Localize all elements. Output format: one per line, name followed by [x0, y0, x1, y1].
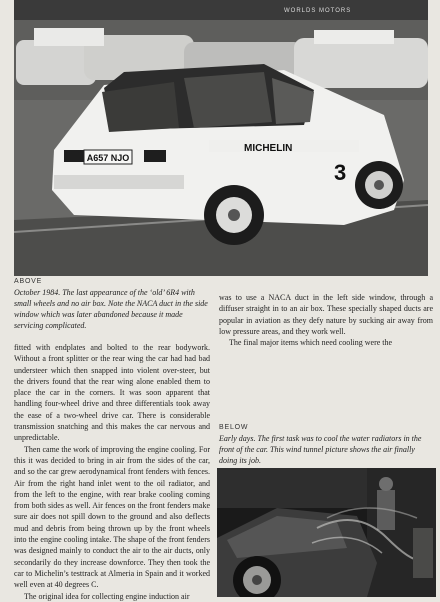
- left-paragraph-2: Then came the work of improving the engine cooling. For this it was decided to bring in air from the sides of the car, and so the car grew aerodynamical front fenders with fences. Air from the right hand inlet went to the oil radiator, and from the left to the engine, with rear brake cooling coming from both sides as well. Air fences on the front fenders make sure air does not spill down to the ground and also deflects mud and debris from being thrown up by the front wheels into the engine cooling intake. The shape of the front fenders was designed mainly to conduct the air to the air ducts, only secondarily do they increase downforce. They then took the car to Michelin’s testtrack at Almeria in Spain and it worked well even at 40 degrees C.: [14, 444, 210, 590]
- caption-label-below: BELOW: [219, 424, 249, 431]
- left-paragraph-1: fitted with endplates and bolted to the rear bodywork. Without a front splitter or the rear wing the car had had bad understeer which then snapped into violent over-steer, but the drivers found that the rear wing alone enabled them to place the car in the corners. It was soon apparent that handling four-wheel drive and three differentials took away the ease of a two-wheel drive car. There is considerable transmission snatching and this makes the car nervous and unpredictable.: [14, 343, 210, 443]
- caption-below: Early days. The first task was to cool the water radiators in the front of the car. This wind tunnel picture shows the air finally doing its job.: [219, 434, 422, 465]
- rally-car-photo: [14, 0, 428, 276]
- left-column: [14, 342, 210, 602]
- sponsor-text: MICHELIN: [244, 143, 293, 154]
- right-column: [219, 292, 433, 348]
- right-paragraph-2: The final major items which need cooling were the: [229, 338, 393, 348]
- right-paragraph-1: was to use a NACA duct in the left side window, through a diffuser straight in to an air box. These specially shaped ducts are popular in aviation as they defy nature by sucking air away from low pressure areas, and they work well.: [219, 293, 433, 336]
- left-paragraph-3: The original idea for collecting engine induction air: [24, 591, 190, 601]
- plate-text: A657 NJO: [86, 153, 130, 163]
- door-number: 3: [334, 160, 347, 185]
- caption-label-above: ABOVE: [14, 278, 43, 285]
- running-title: WORLDS MOTORS: [284, 8, 352, 14]
- wind-tunnel-photo: [217, 468, 436, 597]
- caption-above: October 1984. The last appearance of the ‘old’ 6R4 with small wheels and no air box. Note the NACA duct in the side window which was later abandoned because it made servicing complicated.: [14, 288, 208, 330]
